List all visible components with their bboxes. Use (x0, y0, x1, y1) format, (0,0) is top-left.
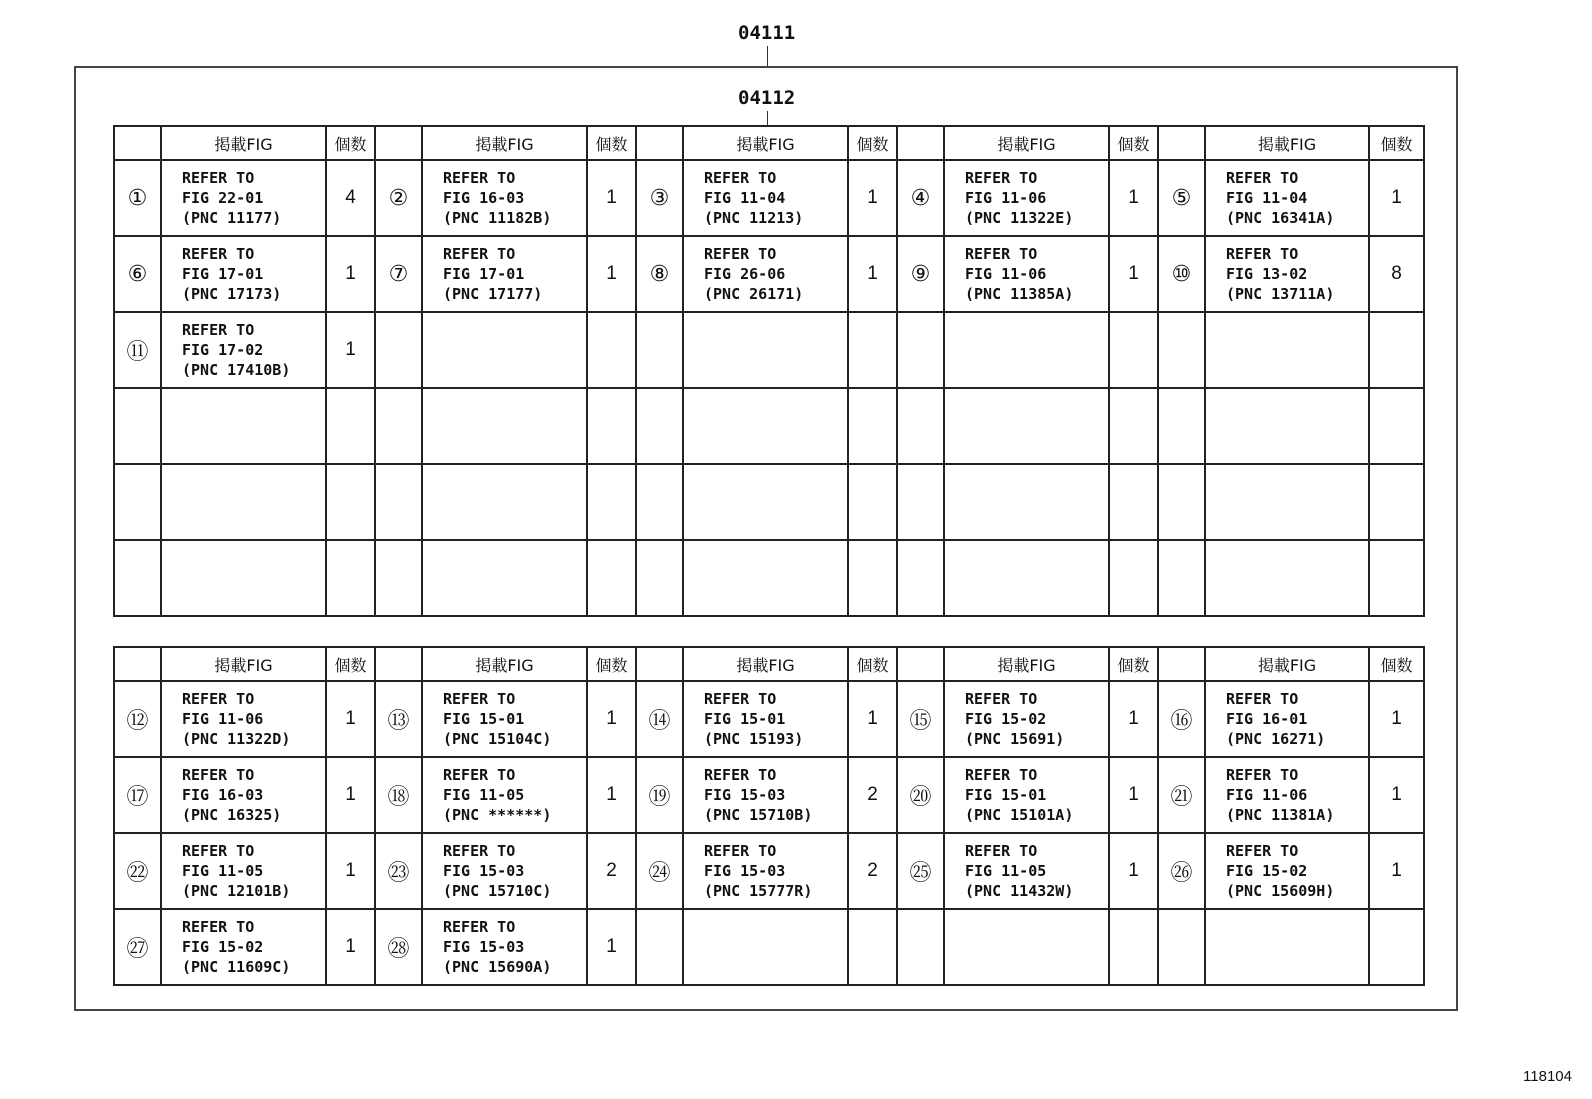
reference-cell (944, 909, 1109, 985)
reference-line1: REFER TO (965, 690, 1038, 708)
reference-line2: FIG 16-03 (443, 189, 525, 207)
reference-line2: FIG 15-03 (704, 786, 786, 804)
reference-line2: FIG 15-01 (443, 710, 525, 728)
reference-line2: FIG 11-05 (443, 786, 525, 804)
reference-cell (422, 236, 587, 312)
reference-line2: FIG 15-03 (704, 862, 786, 880)
callout-number (375, 540, 422, 616)
header-number-cell (897, 647, 944, 681)
reference-line2: FIG 22-01 (182, 189, 264, 207)
callout-number (1158, 909, 1205, 985)
reference-line3: (PNC 15193) (704, 730, 804, 748)
reference-cell (422, 540, 587, 616)
header-fig: 掲載FIG (422, 647, 587, 681)
group-code: 04111 (738, 22, 796, 44)
callout-number: ② (375, 160, 422, 236)
reference-cell (422, 757, 587, 833)
reference-line1: REFER TO (182, 690, 255, 708)
reference-line2: FIG 11-05 (182, 862, 264, 880)
table-row (114, 312, 1424, 388)
reference-line3: (PNC 11381A) (1226, 806, 1335, 824)
quantity-cell (1109, 464, 1158, 540)
quantity-cell: 4 (326, 160, 375, 236)
reference-line2: FIG 11-06 (1226, 786, 1308, 804)
quantity-cell: 8 (1369, 236, 1424, 312)
reference-cell (944, 833, 1109, 909)
reference-line1: REFER TO (443, 690, 516, 708)
quantity-cell (1109, 540, 1158, 616)
reference-line2: FIG 15-01 (965, 786, 1047, 804)
reference-line3: (PNC 15101A) (965, 806, 1074, 824)
reference-cell (1205, 312, 1369, 388)
header-qty: 個数 (587, 126, 636, 160)
quantity-cell: 1 (1369, 160, 1424, 236)
reference-line3: (PNC 17173) (182, 285, 282, 303)
reference-line1: REFER TO (1226, 842, 1299, 860)
header-number-cell (1158, 647, 1205, 681)
quantity-cell: 1 (587, 236, 636, 312)
reference-line3: (PNC 26171) (704, 285, 804, 303)
header-qty: 個数 (326, 647, 375, 681)
header-fig: 掲載FIG (422, 126, 587, 160)
reference-cell (944, 540, 1109, 616)
header-qty: 個数 (1109, 647, 1158, 681)
reference-cell (683, 909, 848, 985)
callout-number: ㉒ (114, 833, 161, 909)
callout-number: ⑤ (1158, 160, 1205, 236)
reference-line3: (PNC 11177) (182, 209, 282, 227)
callout-number (114, 388, 161, 464)
header-qty: 個数 (1369, 647, 1424, 681)
reference-cell (1205, 464, 1369, 540)
callout-number: ⑧ (636, 236, 683, 312)
reference-line1: REFER TO (704, 842, 777, 860)
reference-line2: FIG 11-06 (965, 189, 1047, 207)
reference-cell (683, 160, 848, 236)
reference-line1: REFER TO (443, 169, 516, 187)
quantity-cell (848, 388, 897, 464)
quantity-cell: 1 (587, 681, 636, 757)
reference-cell (161, 681, 326, 757)
reference-line1: REFER TO (704, 766, 777, 784)
callout-number (1158, 540, 1205, 616)
quantity-cell: 1 (848, 681, 897, 757)
quantity-cell: 1 (326, 681, 375, 757)
callout-number (636, 909, 683, 985)
header-qty: 個数 (1109, 126, 1158, 160)
callout-number (1158, 388, 1205, 464)
reference-line3: (PNC 15710B) (704, 806, 813, 824)
reference-cell (161, 236, 326, 312)
callout-number: ㉖ (1158, 833, 1205, 909)
reference-cell (944, 464, 1109, 540)
reference-cell (161, 833, 326, 909)
callout-number: ⑯ (1158, 681, 1205, 757)
reference-line2: FIG 15-01 (704, 710, 786, 728)
reference-line3: (PNC 11213) (704, 209, 804, 227)
callout-number: ⑦ (375, 236, 422, 312)
reference-cell (1205, 833, 1369, 909)
quantity-cell: 1 (326, 312, 375, 388)
quantity-cell: 1 (848, 160, 897, 236)
callout-number: ⑫ (114, 681, 161, 757)
reference-line2: FIG 11-04 (1226, 189, 1308, 207)
header-qty: 個数 (1369, 126, 1424, 160)
reference-line1: REFER TO (704, 245, 777, 263)
reference-line2: FIG 16-03 (182, 786, 264, 804)
reference-cell (683, 312, 848, 388)
callout-number: ① (114, 160, 161, 236)
callout-number (897, 312, 944, 388)
reference-line1: REFER TO (965, 245, 1038, 263)
quantity-cell (326, 464, 375, 540)
quantity-cell: 1 (587, 757, 636, 833)
reference-cell (161, 540, 326, 616)
table-row (114, 909, 1424, 985)
reference-line3: (PNC 11432W) (965, 882, 1074, 900)
quantity-cell: 1 (1369, 757, 1424, 833)
callout-number: ⑲ (636, 757, 683, 833)
reference-line2: FIG 11-05 (965, 862, 1047, 880)
header-number-cell (375, 647, 422, 681)
reference-line3: (PNC ******) (443, 806, 552, 824)
header-fig: 掲載FIG (944, 126, 1109, 160)
reference-line1: REFER TO (1226, 245, 1299, 263)
reference-line2: FIG 15-02 (965, 710, 1047, 728)
quantity-cell: 1 (848, 236, 897, 312)
reference-line2: FIG 16-01 (1226, 710, 1308, 728)
reference-cell (683, 464, 848, 540)
reference-line1: REFER TO (965, 766, 1038, 784)
callout-number (636, 388, 683, 464)
reference-line1: REFER TO (182, 169, 255, 187)
reference-line3: (PNC 17177) (443, 285, 543, 303)
header-fig: 掲載FIG (161, 126, 326, 160)
reference-cell (422, 160, 587, 236)
reference-cell (422, 388, 587, 464)
reference-cell (1205, 540, 1369, 616)
header-number-cell (1158, 126, 1205, 160)
reference-cell (1205, 909, 1369, 985)
reference-line3: (PNC 16325) (182, 806, 282, 824)
quantity-cell: 1 (1369, 833, 1424, 909)
quantity-cell: 1 (326, 757, 375, 833)
reference-line3: (PNC 11182B) (443, 209, 552, 227)
quantity-cell: 1 (587, 909, 636, 985)
reference-cell (1205, 160, 1369, 236)
reference-line1: REFER TO (965, 169, 1038, 187)
reference-line1: REFER TO (1226, 169, 1299, 187)
callout-number: ⑭ (636, 681, 683, 757)
callout-number (114, 540, 161, 616)
callout-number: ㉕ (897, 833, 944, 909)
reference-line1: REFER TO (182, 766, 255, 784)
reference-line1: REFER TO (443, 245, 516, 263)
quantity-cell (1369, 388, 1424, 464)
header-fig: 掲載FIG (944, 647, 1109, 681)
callout-number (636, 464, 683, 540)
reference-line1: REFER TO (965, 842, 1038, 860)
callout-number: ⑮ (897, 681, 944, 757)
reference-line3: (PNC 15710C) (443, 882, 552, 900)
reference-cell (683, 681, 848, 757)
reference-line3: (PNC 16271) (1226, 730, 1326, 748)
reference-line1: REFER TO (443, 918, 516, 936)
reference-line2: FIG 11-06 (965, 265, 1047, 283)
reference-line1: REFER TO (704, 169, 777, 187)
reference-line2: FIG 15-02 (1226, 862, 1308, 880)
quantity-cell (1109, 312, 1158, 388)
reference-cell (944, 160, 1109, 236)
reference-line1: REFER TO (1226, 690, 1299, 708)
callout-number: ㉓ (375, 833, 422, 909)
reference-line3: (PNC 12101B) (182, 882, 291, 900)
quantity-cell (1109, 388, 1158, 464)
reference-line2: FIG 11-04 (704, 189, 786, 207)
callout-number (1158, 312, 1205, 388)
reference-line1: REFER TO (443, 766, 516, 784)
quantity-cell: 1 (1109, 160, 1158, 236)
reference-line3: (PNC 15691) (965, 730, 1065, 748)
quantity-cell (587, 388, 636, 464)
header-qty: 個数 (848, 126, 897, 160)
table-row (114, 540, 1424, 616)
header-number-cell (375, 126, 422, 160)
callout-number (375, 312, 422, 388)
reference-line3: (PNC 15104C) (443, 730, 552, 748)
reference-cell (422, 312, 587, 388)
callout-number (636, 312, 683, 388)
table-row (114, 160, 1424, 236)
header-row (114, 647, 1424, 681)
quantity-cell (326, 540, 375, 616)
reference-line3: (PNC 16341A) (1226, 209, 1335, 227)
callout-number: ㉘ (375, 909, 422, 985)
quantity-cell: 1 (326, 236, 375, 312)
callout-number (897, 464, 944, 540)
reference-line2: FIG 15-03 (443, 938, 525, 956)
quantity-cell (587, 540, 636, 616)
header-fig: 掲載FIG (683, 126, 848, 160)
quantity-cell: 2 (848, 757, 897, 833)
callout-number: ③ (636, 160, 683, 236)
callout-number (897, 540, 944, 616)
callout-number: ⑰ (114, 757, 161, 833)
table-row (114, 464, 1424, 540)
callout-number: ⑪ (114, 312, 161, 388)
header-fig: 掲載FIG (1205, 647, 1369, 681)
reference-line2: FIG 26-06 (704, 265, 786, 283)
header-number-cell (897, 126, 944, 160)
quantity-cell (587, 312, 636, 388)
reference-cell (161, 160, 326, 236)
reference-table-2 (113, 646, 1425, 986)
quantity-cell (1369, 312, 1424, 388)
callout-number: ⑱ (375, 757, 422, 833)
quantity-cell (587, 464, 636, 540)
reference-cell (1205, 388, 1369, 464)
reference-line1: REFER TO (704, 690, 777, 708)
table-row (114, 236, 1424, 312)
reference-cell (161, 464, 326, 540)
reference-line1: REFER TO (182, 321, 255, 339)
callout-number (114, 464, 161, 540)
header-qty: 個数 (326, 126, 375, 160)
reference-cell (1205, 681, 1369, 757)
quantity-cell (1369, 909, 1424, 985)
reference-cell (161, 757, 326, 833)
quantity-cell (1109, 909, 1158, 985)
quantity-cell: 1 (1109, 681, 1158, 757)
callout-number (636, 540, 683, 616)
callout-number (375, 464, 422, 540)
table-row (114, 757, 1424, 833)
callout-number (897, 388, 944, 464)
quantity-cell: 1 (1109, 833, 1158, 909)
reference-table-1 (113, 125, 1425, 617)
header-number-cell (636, 647, 683, 681)
header-fig: 掲載FIG (683, 647, 848, 681)
quantity-cell (848, 312, 897, 388)
header-number-cell (636, 126, 683, 160)
quantity-cell: 2 (587, 833, 636, 909)
header-qty: 個数 (848, 647, 897, 681)
reference-cell (944, 681, 1109, 757)
quantity-cell (326, 388, 375, 464)
reference-line2: FIG 15-02 (182, 938, 264, 956)
reference-line2: FIG 11-06 (182, 710, 264, 728)
callout-number (375, 388, 422, 464)
reference-line1: REFER TO (182, 918, 255, 936)
reference-line2: FIG 17-02 (182, 341, 264, 359)
reference-cell (683, 757, 848, 833)
reference-cell (683, 540, 848, 616)
callout-number: ④ (897, 160, 944, 236)
header-fig: 掲載FIG (1205, 126, 1369, 160)
header-number-cell (114, 647, 161, 681)
table-row (114, 388, 1424, 464)
reference-line2: FIG 17-01 (182, 265, 264, 283)
reference-line3: (PNC 11322E) (965, 209, 1074, 227)
header-row (114, 126, 1424, 160)
header-fig: 掲載FIG (161, 647, 326, 681)
reference-cell (944, 312, 1109, 388)
quantity-cell: 1 (326, 909, 375, 985)
header-qty: 個数 (587, 647, 636, 681)
callout-number: ⑳ (897, 757, 944, 833)
subgroup-code: 04112 (738, 87, 796, 109)
quantity-cell (848, 540, 897, 616)
reference-line2: FIG 17-01 (443, 265, 525, 283)
reference-line2: FIG 13-02 (1226, 265, 1308, 283)
reference-line3: (PNC 11609C) (182, 958, 291, 976)
callout-number: ㉗ (114, 909, 161, 985)
reference-cell (944, 757, 1109, 833)
reference-cell (1205, 757, 1369, 833)
quantity-cell: 1 (587, 160, 636, 236)
callout-number: ⑥ (114, 236, 161, 312)
reference-cell (683, 236, 848, 312)
callout-number (1158, 464, 1205, 540)
reference-cell (683, 833, 848, 909)
reference-line1: REFER TO (182, 842, 255, 860)
quantity-cell: 1 (1369, 681, 1424, 757)
reference-cell (422, 833, 587, 909)
callout-number: ⑬ (375, 681, 422, 757)
table-row (114, 833, 1424, 909)
callout-number (897, 909, 944, 985)
quantity-cell: 1 (1109, 236, 1158, 312)
reference-cell (161, 312, 326, 388)
reference-cell (422, 464, 587, 540)
table-row (114, 681, 1424, 757)
reference-line1: REFER TO (443, 842, 516, 860)
header-number-cell (114, 126, 161, 160)
reference-line3: (PNC 15609H) (1226, 882, 1335, 900)
reference-cell (422, 681, 587, 757)
group-leader-line (767, 46, 768, 66)
quantity-cell (1369, 464, 1424, 540)
quantity-cell: 1 (326, 833, 375, 909)
reference-cell (944, 236, 1109, 312)
reference-line2: FIG 15-03 (443, 862, 525, 880)
reference-line3: (PNC 11385A) (965, 285, 1074, 303)
quantity-cell: 2 (848, 833, 897, 909)
reference-line3: (PNC 13711A) (1226, 285, 1335, 303)
callout-number: ㉔ (636, 833, 683, 909)
quantity-cell (1369, 540, 1424, 616)
reference-line3: (PNC 15690A) (443, 958, 552, 976)
reference-cell (944, 388, 1109, 464)
quantity-cell (848, 909, 897, 985)
reference-cell (161, 909, 326, 985)
callout-number: ⑩ (1158, 236, 1205, 312)
reference-cell (161, 388, 326, 464)
reference-cell (422, 909, 587, 985)
reference-line3: (PNC 17410B) (182, 361, 291, 379)
reference-line1: REFER TO (182, 245, 255, 263)
quantity-cell: 1 (1109, 757, 1158, 833)
reference-line3: (PNC 11322D) (182, 730, 291, 748)
quantity-cell (848, 464, 897, 540)
reference-cell (683, 388, 848, 464)
callout-number: ㉑ (1158, 757, 1205, 833)
callout-number: ⑨ (897, 236, 944, 312)
reference-line1: REFER TO (1226, 766, 1299, 784)
figure-number: 118104 (1523, 1068, 1572, 1085)
reference-line3: (PNC 15777R) (704, 882, 813, 900)
reference-cell (1205, 236, 1369, 312)
